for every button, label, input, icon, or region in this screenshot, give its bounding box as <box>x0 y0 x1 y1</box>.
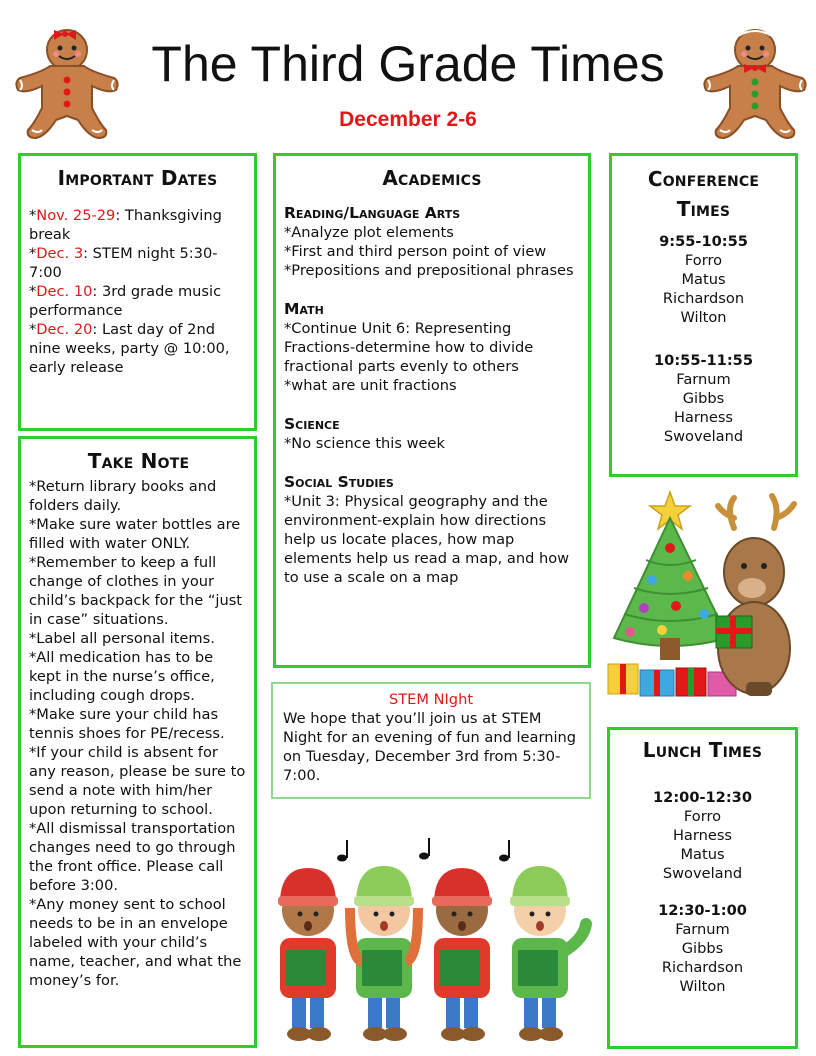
teacher-name: Forro <box>684 252 723 269</box>
stem-night-heading: STEM NIght <box>388 691 474 708</box>
teacher-name: Swoveland <box>662 865 743 882</box>
conference-group <box>618 351 789 446</box>
take-note-list <box>29 477 248 990</box>
teacher-name: Forro <box>683 808 722 825</box>
important-dates-heading: Important Dates <box>57 166 218 190</box>
academics-content <box>284 204 580 587</box>
conference-time: 10:55-11:55 <box>654 352 753 369</box>
reading-line: *Analyze plot elements <box>284 224 454 241</box>
take-note-box <box>18 436 257 1048</box>
conference-times-box <box>609 153 798 477</box>
teacher-name: Farnum <box>676 371 731 388</box>
date-item: *Nov. 25-29: Thanksgiving break <box>29 207 222 243</box>
note-item: *Make sure water bottles are filled with water ONLY. <box>29 516 241 552</box>
conference-times-heading: Conference Times <box>647 167 760 221</box>
take-note-heading: Take Note <box>87 449 190 473</box>
date-range: December 2-6 <box>339 108 477 131</box>
lunch-group <box>616 901 789 996</box>
teacher-name: Gibbs <box>682 390 725 407</box>
note-item: *All dismissal transportation changes need to go through the front office. Please call before 3:00. <box>29 820 236 894</box>
lunch-time: 12:00-12:30 <box>653 789 752 806</box>
teacher-name: Matus <box>681 271 726 288</box>
academics-box <box>273 153 591 668</box>
christmas-tree-reindeer-image <box>604 488 804 702</box>
gingerbread-girl-image <box>12 22 122 142</box>
math-heading: Math <box>284 300 324 318</box>
teacher-name: Gibbs <box>681 940 724 957</box>
teacher-name: Wilton <box>680 309 727 326</box>
date-item: *Dec. 10: 3rd grade music performance <box>29 283 222 319</box>
caroling-children-image <box>266 838 598 1048</box>
date-item: *Dec. 20: Last day of 2nd nine weeks, party @ 10:00, early release <box>29 321 230 376</box>
math-line: *Continue Unit 6: Representing Fractions-determine how to divide fractional parts evenly to others <box>284 320 534 375</box>
important-dates-box <box>18 153 257 431</box>
stem-night-text: We hope that you’ll join us at STEM Night for an evening of fun and learning on Tuesday, December 3rd from 5:30-7:00. <box>283 710 577 784</box>
lunch-group <box>616 788 789 883</box>
teacher-name: Harness <box>672 827 733 844</box>
note-item: *All medication has to be kept in the nurse’s office, including cough drops. <box>29 649 215 704</box>
note-item: *Remember to keep a full change of clothes in your child’s backpack for the “just in case” situations. <box>29 554 243 628</box>
lunch-time: 12:30-1:00 <box>658 902 747 919</box>
note-item: *Return library books and folders daily. <box>29 478 217 514</box>
teacher-name: Richardson <box>661 959 744 976</box>
newsletter-title: The Third Grade Times <box>151 36 665 92</box>
reading-line: *First and third person point of view <box>284 243 547 260</box>
teacher-name: Swoveland <box>663 428 744 445</box>
science-line: *No science this week <box>284 435 445 452</box>
teacher-name: Wilton <box>679 978 726 995</box>
teacher-name: Matus <box>680 846 725 863</box>
reading-heading: Reading/Language Arts <box>284 204 461 222</box>
note-item: *If your child is absent for any reason, please be sure to send a note with him/her upon returning to school. <box>29 744 246 818</box>
reading-line: *Prepositions and prepositional phrases <box>284 262 574 279</box>
math-line: *what are unit fractions <box>284 377 457 394</box>
note-item: *Any money sent to school needs to be in an envelope labeled with your child’s name, teacher, and what the money’s for. <box>29 896 242 989</box>
note-item: *Label all personal items. <box>29 630 215 647</box>
academics-heading: Academics <box>382 166 482 190</box>
teacher-name: Farnum <box>675 921 730 938</box>
important-dates-list <box>29 206 246 377</box>
social-studies-line: *Unit 3: Physical geography and the environment-explain how directions help us locate places, how map elements help us read a map, and how to use a scale on a map <box>284 493 570 586</box>
conference-time: 9:55-10:55 <box>659 233 748 250</box>
teacher-name: Richardson <box>662 290 745 307</box>
conference-group <box>618 232 789 327</box>
lunch-times-box <box>607 727 798 1049</box>
science-heading: Science <box>284 415 340 433</box>
lunch-times-heading: Lunch Times <box>642 738 763 762</box>
note-item: *Make sure your child has tennis shoes for PE/recess. <box>29 706 225 742</box>
social-studies-heading: Social Studies <box>284 473 394 491</box>
date-item: *Dec. 3: STEM night 5:30-7:00 <box>29 245 218 281</box>
stem-night-box <box>271 682 591 799</box>
teacher-name: Harness <box>673 409 734 426</box>
gingerbread-boy-image <box>700 22 810 142</box>
